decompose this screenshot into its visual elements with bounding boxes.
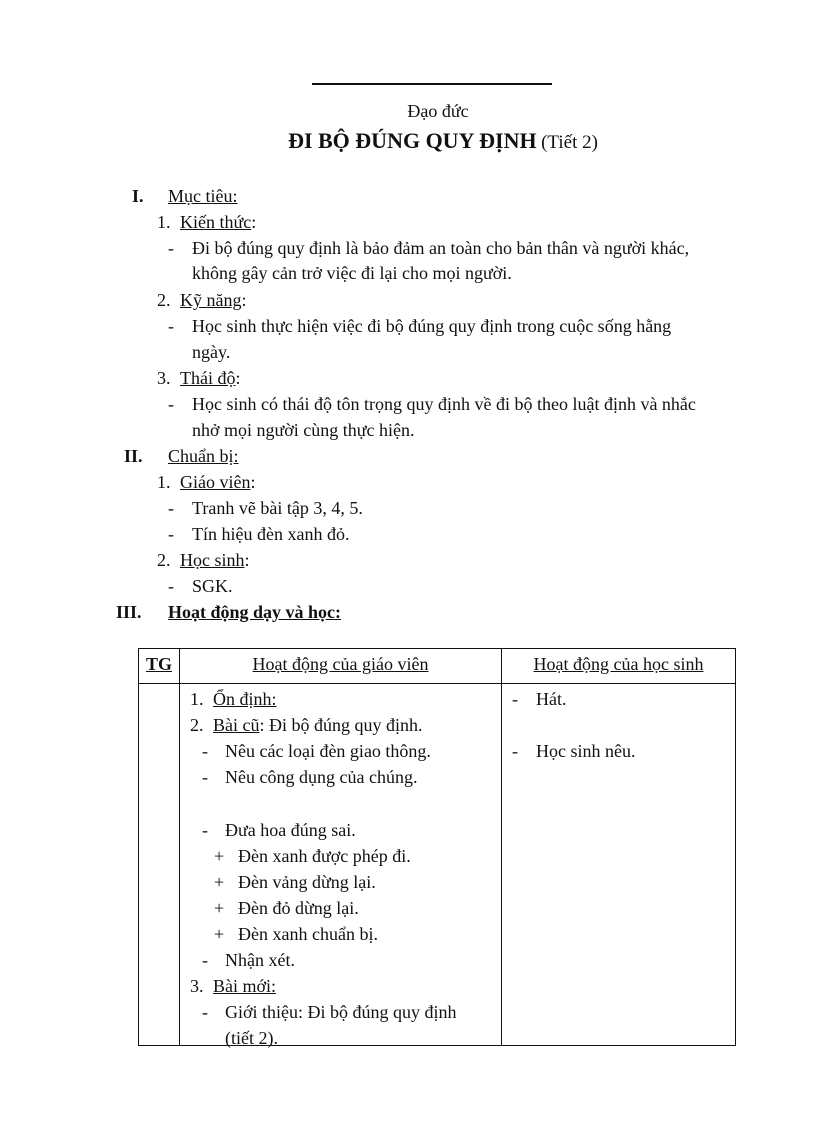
teacher-activity-item: Nêu công dụng của chúng.: [225, 767, 418, 787]
student-activity-item: Hát.: [536, 689, 567, 709]
teacher-prep-item: Tín hiệu đèn xanh đỏ.: [192, 524, 350, 544]
section-2-heading-text: Chuẩn bị:: [168, 446, 239, 466]
bullet-dash: -: [202, 950, 208, 970]
on-dinh-heading: [213, 689, 277, 710]
sub-1-3-heading: [180, 368, 241, 389]
bullet-dash: -: [168, 394, 174, 414]
section-2-number: II.: [124, 446, 143, 466]
sub-1-2-number: 2.: [157, 290, 171, 310]
section-3-heading: [168, 602, 341, 623]
bullet-dash: -: [168, 576, 174, 596]
light-item: Đèn xanh chuẩn bị.: [238, 924, 378, 944]
attitude-text-1: Học sinh có thái độ tôn trọng quy định về đi bộ theo luật định và nhắc: [192, 394, 696, 414]
top-rule: [312, 83, 552, 85]
bullet-dash: -: [202, 741, 208, 761]
sub-1-2-heading: [180, 290, 247, 311]
teacher-activity-item: Nêu các loại đèn giao thông.: [225, 741, 431, 761]
list-number: 2.: [190, 715, 204, 735]
sub-1-3-colon: :: [235, 368, 241, 388]
bullet-dash: -: [168, 316, 174, 336]
bai-moi-heading: [213, 976, 276, 997]
teacher-prep-item: Tranh vẽ bài tập 3, 4, 5.: [192, 498, 363, 518]
header-tg: TG: [145, 654, 172, 674]
bai-cu-rest: : Đi bộ đúng quy định.: [259, 715, 423, 735]
teacher-activity-item: Đưa hoa đúng sai.: [225, 820, 356, 840]
section-2-heading: [168, 446, 239, 467]
light-item: Đèn xanh được phép đi.: [238, 846, 411, 866]
bai-cu-label: Bài cũ: [213, 715, 260, 735]
list-number: 3.: [190, 976, 204, 996]
knowledge-text-2: không gây cản trở việc đi lại cho mọi người.: [192, 263, 512, 283]
bullet-dash: -: [202, 820, 208, 840]
sub-2-1-label: Giáo viên: [180, 472, 251, 492]
bullet-plus: +: [214, 872, 225, 892]
sub-2-2-colon: :: [244, 550, 250, 570]
bullet-dash: -: [168, 524, 174, 544]
skill-text-1: Học sinh thực hiện việc đi bộ đúng quy định trong cuộc sống hằng: [192, 316, 672, 336]
student-prep-item: SGK.: [192, 576, 233, 596]
bullet-dash: -: [202, 1002, 208, 1022]
section-1-number: I.: [132, 186, 144, 206]
sub-1-1-colon: :: [251, 212, 257, 232]
sub-1-1-heading: [180, 212, 256, 233]
sub-1-3-label: Thái độ: [180, 368, 236, 388]
lesson-title: [0, 128, 816, 154]
sub-1-1-label: Kiến thức: [180, 212, 252, 232]
bai-moi-label: Bài mới: [213, 976, 272, 996]
bai-moi-colon: :: [271, 976, 277, 996]
sub-2-1-heading: [180, 472, 256, 493]
sub-2-2-label: Học sinh: [180, 550, 245, 570]
period-text: (Tiết 2): [541, 132, 598, 153]
section-1-heading-text: Mục tiêu:: [168, 186, 238, 206]
sub-2-1-number: 1.: [157, 472, 171, 492]
section-3-heading-text: Hoạt động dạy và học:: [168, 602, 342, 622]
bullet-plus: +: [214, 924, 225, 944]
on-dinh-colon: :: [271, 689, 277, 709]
sub-2-2-heading: [180, 550, 250, 571]
sub-1-1-number: 1.: [157, 212, 171, 232]
bullet-dash: -: [202, 767, 208, 787]
light-item: Đèn đỏ dừng lại.: [238, 898, 359, 918]
subject-label: Đạo đức: [407, 101, 469, 121]
bullet-dash: -: [512, 741, 518, 761]
on-dinh-label: Ổn định: [213, 689, 272, 709]
column-divider: [501, 649, 502, 1045]
sub-2-1-colon: :: [250, 472, 256, 492]
skill-text-2: ngày.: [192, 342, 231, 362]
header-divider: [139, 683, 735, 684]
header-teacher: Hoạt động của giáo viên: [252, 654, 429, 674]
bullet-dash: -: [168, 238, 174, 258]
bullet-plus: +: [214, 898, 225, 918]
sub-1-3-number: 3.: [157, 368, 171, 388]
section-3-number: III.: [116, 602, 142, 622]
bai-cu-heading: [213, 715, 423, 736]
teacher-activity-item-cont: (tiết 2).: [225, 1028, 278, 1048]
attitude-text-2: nhở mọi người cùng thực hiện.: [192, 420, 415, 440]
sub-1-2-colon: :: [241, 290, 247, 310]
list-number: 1.: [190, 689, 204, 709]
bullet-dash: -: [168, 498, 174, 518]
teacher-activity-item: Nhận xét.: [225, 950, 295, 970]
knowledge-text-1: Đi bộ đúng quy định là bảo đảm an toàn cho bản thân và người khác,: [192, 238, 690, 258]
sub-2-2-number: 2.: [157, 550, 171, 570]
student-activity-item: Học sinh nêu.: [536, 741, 636, 761]
bullet-dash: -: [512, 689, 518, 709]
header-student: Hoạt động của học sinh: [533, 654, 704, 674]
teacher-activity-item: Giới thiệu: Đi bộ đúng quy định: [225, 1002, 457, 1022]
light-item: Đèn vảng dừng lại.: [238, 872, 376, 892]
title-text: ĐI BỘ ĐÚNG QUY ĐỊNH: [288, 128, 537, 153]
section-1-heading: [168, 186, 238, 207]
sub-1-2-label: Kỹ năng: [180, 290, 242, 310]
column-divider: [179, 649, 180, 1045]
bullet-plus: +: [214, 846, 225, 866]
